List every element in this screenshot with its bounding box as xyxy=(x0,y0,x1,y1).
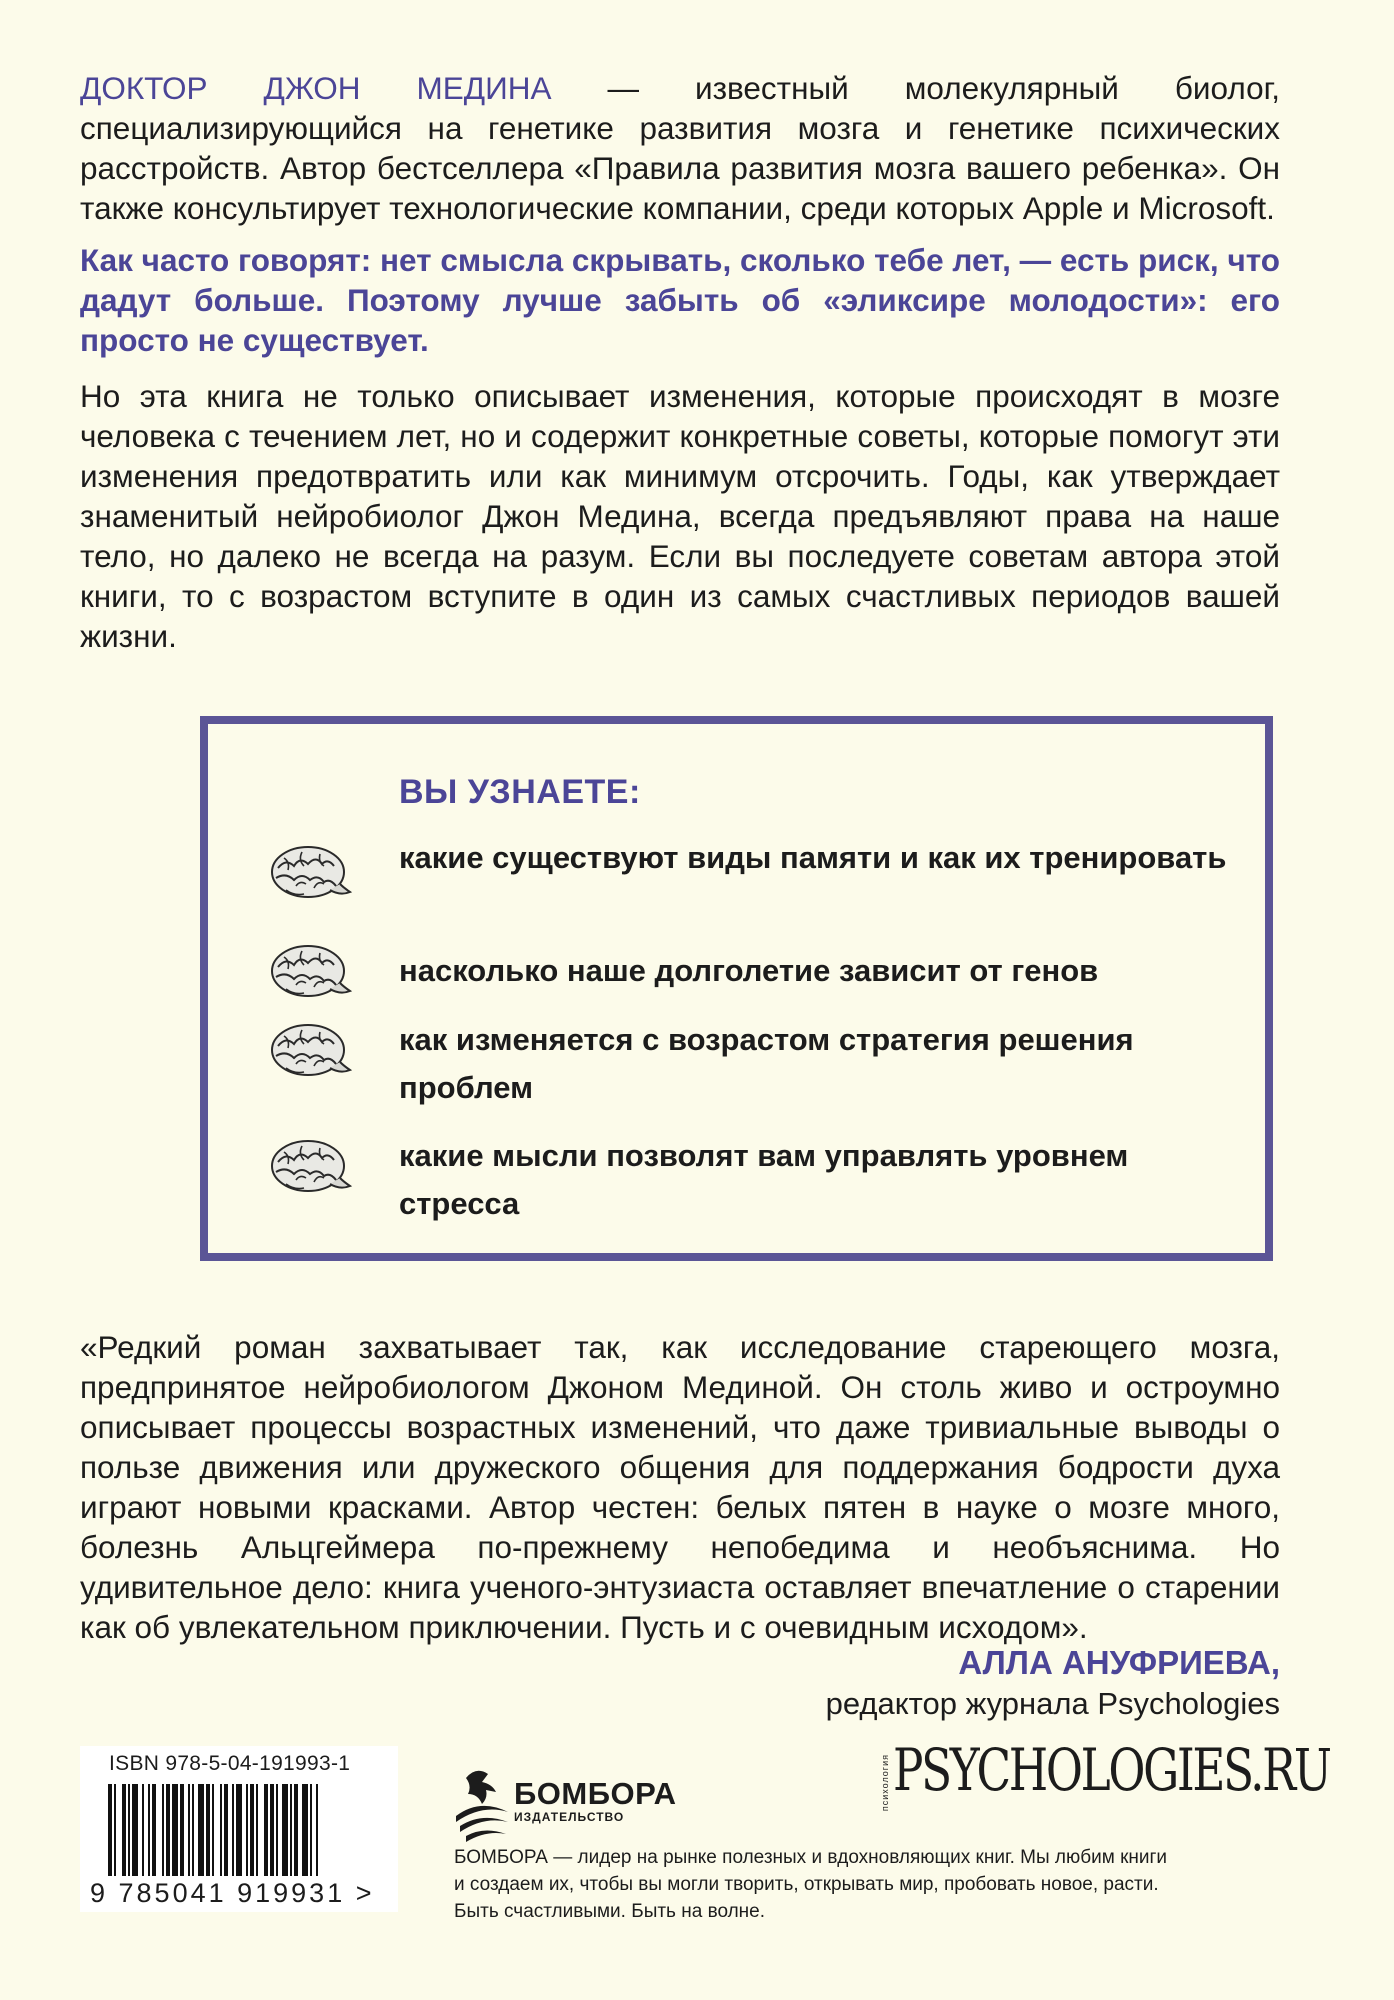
barcode-block xyxy=(80,1746,398,1912)
lead-paragraph: Как часто говорят: нет смысла скрывать, сколько тебе лет, — есть риск, что дадут больше. Поэтому лучше забыть об «эликсире молодости»: его просто не существует. xyxy=(80,242,1280,358)
learn-item-text: какие мысли позволят вам управлять уровнем стресса xyxy=(399,1138,1129,1221)
learn-item-text: насколько наше долголетие зависит от генов xyxy=(399,953,1099,988)
review-quote: «Редкий роман захватывает так, как исследование стареющего мозга, предпринятое нейробиологом Джоном Мединой. Он столь живо и остроумно описывает процессы возрастных изменений, что даже тривиальные выводы о пользе движения или дружеского общения для поддержания бодрости духа играют новыми красками. Автор честен: белых пятен в науке о мозге много, болезнь Альцгеймера по-прежнему непобедима и необъяснима. Но удивительное дело: книга ученого-энтузиаста оставляет впечатление о старении как об увлекательном приключении. Пусть и с очевидным исходом». xyxy=(80,1329,1280,1645)
brain-icon xyxy=(268,1020,356,1086)
learn-item-text: как изменяется с возрастом стратегия решения проблем xyxy=(399,1022,1134,1105)
publisher-description: БОМБОРА — лидер на рынке полезных и вдохновляющих книг. Мы любим книги и создаем их, чтобы вы могли творить, открывать мир, пробовать новое, расти. Быть счастливыми. Быть на волне. xyxy=(454,1847,1168,1922)
author-name: ДОКТОР ДЖОН МЕДИНА xyxy=(80,70,552,106)
author-bio-paragraph xyxy=(80,68,1280,228)
psychologies-logo: PSYCHOLOGIES.RU xyxy=(893,1736,1330,1804)
quote-author-name: АЛЛА АНУФРИЕВА, xyxy=(958,1644,1280,1681)
brain-icon xyxy=(268,842,356,908)
author-bio-text: — известный молекулярный биолог, специализирующийся на генетике развития мозга и генетике психических расстройств. Автор бестселлера «Правила развития мозга вашего ребенка». Он также консультирует технологические компании, среди которых Apple и Microsoft. xyxy=(80,70,1280,226)
learn-box-title: ВЫ УЗНАЕТЕ: xyxy=(399,773,641,811)
quote-author-role: редактор журнала Psychologies xyxy=(825,1686,1280,1721)
isbn-text: ISBN 978-5-04-191993-1 xyxy=(109,1752,351,1775)
partner-logo-small-text: психология xyxy=(880,1754,890,1812)
barcode-bars xyxy=(108,1784,378,1880)
quote-attribution xyxy=(826,1642,1280,1724)
body-paragraph: Но эта книга не только описывает изменения, которые происходят в мозге человека с течением лет, но и содержит конкретные советы, которые помогут эти изменения предотвратить или как минимум отсрочить. Годы, как утверждает знаменитый нейробиолог Джон Медина, всегда предъявляют права на наше тело, но далеко не всегда на разум. Если вы последуете советам автора этой книги, то с возрастом вступите в один из самых счастливых периодов вашей жизни. xyxy=(80,378,1280,654)
you-will-learn-box xyxy=(200,716,1273,1261)
learn-item-text: какие существуют виды памяти и как их тренировать xyxy=(399,840,1227,875)
brain-icon xyxy=(268,941,356,1007)
publisher-name: БОМБОРА xyxy=(514,1776,677,1811)
publisher-subtitle: ИЗДАТЕЛЬСТВО xyxy=(514,1810,625,1824)
brain-icon xyxy=(268,1136,356,1202)
barcode-digits: 9 785041 919931 > xyxy=(90,1878,375,1908)
